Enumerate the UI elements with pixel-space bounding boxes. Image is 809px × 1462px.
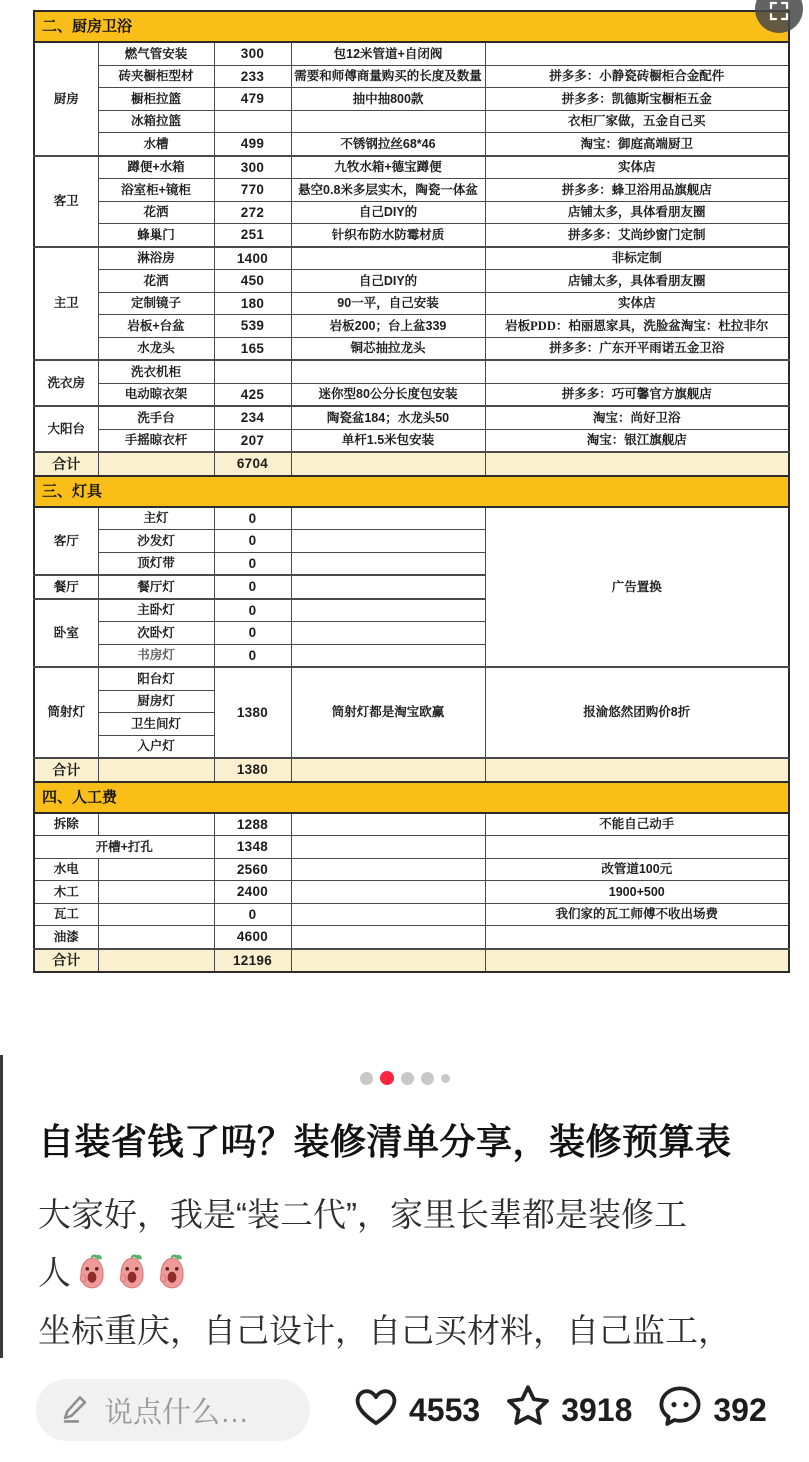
table-cell: 272 — [214, 201, 291, 224]
table-cell — [98, 926, 214, 949]
table-cell — [98, 903, 214, 926]
table-cell: 店铺太多，具体看朋友圈 — [485, 201, 789, 224]
table-cell: 0 — [214, 507, 291, 530]
table-cell: 90一平，自己安装 — [291, 292, 485, 315]
like-button[interactable] — [352, 1382, 480, 1438]
table-cell: 1900+500 — [485, 881, 789, 904]
comment-input[interactable] — [36, 1379, 310, 1441]
table-cell — [291, 452, 485, 476]
table-cell: 0 — [214, 622, 291, 645]
table-cell — [98, 949, 214, 973]
table-cell: 岩板+台盆 — [98, 315, 214, 338]
table-cell: 浴室柜+镜柜 — [98, 179, 214, 202]
table-cell: 234 — [214, 406, 291, 429]
table-cell: 拼多多：巧可馨官方旗舰店 — [485, 383, 789, 406]
table-cell: 主灯 — [98, 507, 214, 530]
section-header: 三、灯具 — [34, 476, 789, 507]
table-cell: 木工 — [34, 881, 98, 904]
group-cell: 厨房 — [34, 42, 98, 156]
table-cell: 入户灯 — [98, 735, 214, 758]
table-cell: 207 — [214, 429, 291, 452]
table-cell: 筒射灯都是淘宝欧赢 — [291, 667, 485, 758]
table-cell: 餐厅灯 — [98, 575, 214, 599]
table-cell: 定制镜子 — [98, 292, 214, 315]
table-cell: 陶瓷盆184；水龙头50 — [291, 406, 485, 429]
table-cell: 非标定制 — [485, 247, 789, 270]
table-cell — [291, 858, 485, 881]
table-cell — [291, 110, 485, 133]
table-cell: 卫生间灯 — [98, 713, 214, 736]
table-cell: 0 — [214, 599, 291, 622]
table-cell: 拼多多：艾尚纱窗门定制 — [485, 224, 789, 247]
group-cell: 客厅 — [34, 507, 98, 576]
table-cell: 12196 — [214, 949, 291, 973]
red-potato-emoji — [111, 1254, 151, 1291]
table-cell: 淘宝：银江旗舰店 — [485, 429, 789, 452]
table-cell: 洗衣机柜 — [98, 360, 214, 383]
table-cell: 花洒 — [98, 270, 214, 293]
table-cell: 0 — [214, 575, 291, 599]
table-cell — [98, 881, 214, 904]
table-cell: 针织布防水防霉材质 — [291, 224, 485, 247]
table-cell — [291, 622, 485, 645]
table-cell: 2400 — [214, 881, 291, 904]
carousel-dot[interactable] — [380, 1071, 394, 1085]
table-cell — [291, 360, 485, 383]
table-cell: 1380 — [214, 758, 291, 782]
red-potato-emojis — [71, 1254, 191, 1291]
table-cell: 1288 — [214, 813, 291, 836]
post-title: 自装省钱了吗？装修清单分享，装修预算表 — [38, 1121, 732, 1162]
table-cell: 开槽+打孔 — [34, 836, 214, 859]
heart-icon — [352, 1382, 400, 1438]
table-cell: 主卧灯 — [98, 599, 214, 622]
table-cell: 岩板PDD：柏丽恩家具，洗脸盆淘宝：杜拉非尔 — [485, 315, 789, 338]
star-icon — [504, 1382, 552, 1438]
table-cell: 花洒 — [98, 201, 214, 224]
table-cell — [485, 42, 789, 65]
table-cell — [98, 858, 214, 881]
table-cell: 0 — [214, 552, 291, 575]
body-line: 大家好，我是“装二代”，家里长辈都是装修工 — [38, 1196, 687, 1233]
table-cell: 次卧灯 — [98, 622, 214, 645]
table-cell: 抽中抽800款 — [291, 88, 485, 111]
table-cell: 冰箱拉篮 — [98, 110, 214, 133]
table-cell — [291, 507, 485, 530]
table-cell: 1380 — [214, 667, 291, 758]
table-cell: 479 — [214, 88, 291, 111]
table-cell: 顶灯带 — [98, 552, 214, 575]
like-count: 4553 — [409, 1391, 481, 1428]
table-cell — [98, 813, 214, 836]
table-cell: 6704 — [214, 452, 291, 476]
table-cell: 水电 — [34, 858, 98, 881]
table-cell: 广告置换 — [485, 507, 789, 668]
table-cell — [291, 903, 485, 926]
table-cell: 165 — [214, 337, 291, 360]
table-cell: 实体店 — [485, 292, 789, 315]
comment-placeholder: 说点什么… — [104, 1396, 250, 1429]
comment-count: 392 — [713, 1391, 767, 1428]
group-cell: 卧室 — [34, 599, 98, 668]
pencil-icon — [58, 1391, 92, 1430]
group-cell: 筒射灯 — [34, 667, 98, 758]
table-cell: 180 — [214, 292, 291, 315]
table-cell: 拼多多：蜂卫浴用品旗舰店 — [485, 179, 789, 202]
table-cell — [291, 599, 485, 622]
table-cell: 300 — [214, 42, 291, 65]
table-cell: 单杆1.5米包安装 — [291, 429, 485, 452]
table-cell: 店铺太多，具体看朋友圈 — [485, 270, 789, 293]
table-cell — [291, 575, 485, 599]
table-cell — [485, 949, 789, 973]
table-cell: 770 — [214, 179, 291, 202]
table-cell: 不能自己动手 — [485, 813, 789, 836]
table-cell: 淋浴房 — [98, 247, 214, 270]
table-cell: 不锈钢拉丝68*46 — [291, 133, 485, 156]
carousel-dot[interactable] — [401, 1072, 414, 1085]
table-cell: 燃气管安装 — [98, 42, 214, 65]
table-cell: 蹲便+水箱 — [98, 156, 214, 179]
table-cell: 蜂巢门 — [98, 224, 214, 247]
collect-button[interactable] — [504, 1382, 632, 1438]
collect-count: 3918 — [561, 1391, 633, 1428]
table-cell: 拼多多：广东开平雨诺五金卫浴 — [485, 337, 789, 360]
table-cell — [485, 360, 789, 383]
table-cell: 油漆 — [34, 926, 98, 949]
table-cell — [214, 360, 291, 383]
post-body — [38, 1186, 788, 1360]
group-cell: 客卫 — [34, 156, 98, 247]
bottom-bar — [0, 1358, 809, 1462]
table-cell: 合计 — [34, 758, 98, 782]
table-cell: 539 — [214, 315, 291, 338]
table-cell: 0 — [214, 530, 291, 553]
table-cell: 0 — [214, 903, 291, 926]
table-cell — [485, 758, 789, 782]
table-cell: 自己DIY的 — [291, 201, 485, 224]
table-cell: 合计 — [34, 949, 98, 973]
body-line: 坐标重庆，自己设计，自己买材料，自己监工， — [38, 1312, 731, 1349]
table-cell: 改管道100元 — [485, 858, 789, 881]
table-cell: 拼多多：小静瓷砖橱柜合金配件 — [485, 65, 789, 88]
table-cell: 4600 — [214, 926, 291, 949]
table-cell: 自己DIY的 — [291, 270, 485, 293]
comment-button[interactable] — [656, 1382, 766, 1438]
action-buttons — [352, 1382, 767, 1438]
table-cell: 2560 — [214, 858, 291, 881]
table-cell: 包12米管道+自闭阀 — [291, 42, 485, 65]
table-cell — [291, 949, 485, 973]
table-cell: 九牧水箱+德宝蹲便 — [291, 156, 485, 179]
table-cell — [214, 110, 291, 133]
table-cell: 衣柜厂家做，五金自己买 — [485, 110, 789, 133]
table-cell: 沙发灯 — [98, 530, 214, 553]
table-cell: 1348 — [214, 836, 291, 859]
table-cell — [291, 247, 485, 270]
budget-table — [33, 10, 790, 973]
table-cell: 电动晾衣架 — [98, 383, 214, 406]
table-cell: 洗手台 — [98, 406, 214, 429]
group-cell: 大阳台 — [34, 406, 98, 452]
table-cell: 迷你型80公分长度包安装 — [291, 383, 485, 406]
group-cell: 餐厅 — [34, 575, 98, 599]
red-potato-emoji — [71, 1254, 111, 1291]
red-potato-emoji — [151, 1254, 191, 1291]
table-cell: 425 — [214, 383, 291, 406]
table-cell: 实体店 — [485, 156, 789, 179]
table-cell: 水槽 — [98, 133, 214, 156]
table-cell — [291, 813, 485, 836]
table-cell: 瓦工 — [34, 903, 98, 926]
carousel-dot[interactable] — [441, 1074, 450, 1083]
table-cell: 岩板200；台上盆339 — [291, 315, 485, 338]
table-cell: 1400 — [214, 247, 291, 270]
table-cell — [485, 836, 789, 859]
table-cell: 拼多多：凯德斯宝橱柜五金 — [485, 88, 789, 111]
table-cell: 233 — [214, 65, 291, 88]
table-cell: 橱柜拉篮 — [98, 88, 214, 111]
table-cell — [291, 758, 485, 782]
table-cell: 悬空0.8米多层实木，陶瓷一体盆 — [291, 179, 485, 202]
table-cell: 书房灯 — [98, 644, 214, 667]
table-cell — [291, 926, 485, 949]
section-header: 二、厨房卫浴 — [34, 11, 789, 42]
table-cell: 铜芯抽拉龙头 — [291, 337, 485, 360]
body-line: 人 — [38, 1244, 788, 1302]
table-cell — [485, 452, 789, 476]
section-header: 四、人工费 — [34, 782, 789, 813]
carousel-dot[interactable] — [360, 1072, 373, 1085]
comment-bubble-icon — [656, 1382, 704, 1438]
table-cell: 淘宝：御庭高端厨卫 — [485, 133, 789, 156]
table-cell: 300 — [214, 156, 291, 179]
fullscreen-expand-icon — [769, 1, 789, 33]
table-cell — [291, 881, 485, 904]
carousel-dots[interactable] — [0, 1071, 809, 1085]
table-cell: 需要和师傅商量购买的长度及数量 — [291, 65, 485, 88]
table-cell: 砖夹橱柜型材 — [98, 65, 214, 88]
table-cell: 淘宝：尚好卫浴 — [485, 406, 789, 429]
carousel-dot[interactable] — [421, 1072, 434, 1085]
table-cell: 450 — [214, 270, 291, 293]
table-cell — [291, 552, 485, 575]
table-cell: 水龙头 — [98, 337, 214, 360]
table-cell — [485, 926, 789, 949]
table-cell: 我们家的瓦工师傅不收出场费 — [485, 903, 789, 926]
table-cell: 厨房灯 — [98, 690, 214, 713]
table-cell: 报渝悠然团购价8折 — [485, 667, 789, 758]
table-cell — [98, 452, 214, 476]
table-cell — [291, 836, 485, 859]
group-cell: 主卫 — [34, 247, 98, 361]
table-cell: 阳台灯 — [98, 667, 214, 690]
table-cell: 499 — [214, 133, 291, 156]
table-cell: 手摇晾衣杆 — [98, 429, 214, 452]
table-cell: 合计 — [34, 452, 98, 476]
table-cell — [98, 758, 214, 782]
table-cell — [291, 644, 485, 667]
group-cell: 洗衣房 — [34, 360, 98, 406]
table-cell: 251 — [214, 224, 291, 247]
table-cell — [291, 530, 485, 553]
table-cell: 拆除 — [34, 813, 98, 836]
table-cell: 0 — [214, 644, 291, 667]
